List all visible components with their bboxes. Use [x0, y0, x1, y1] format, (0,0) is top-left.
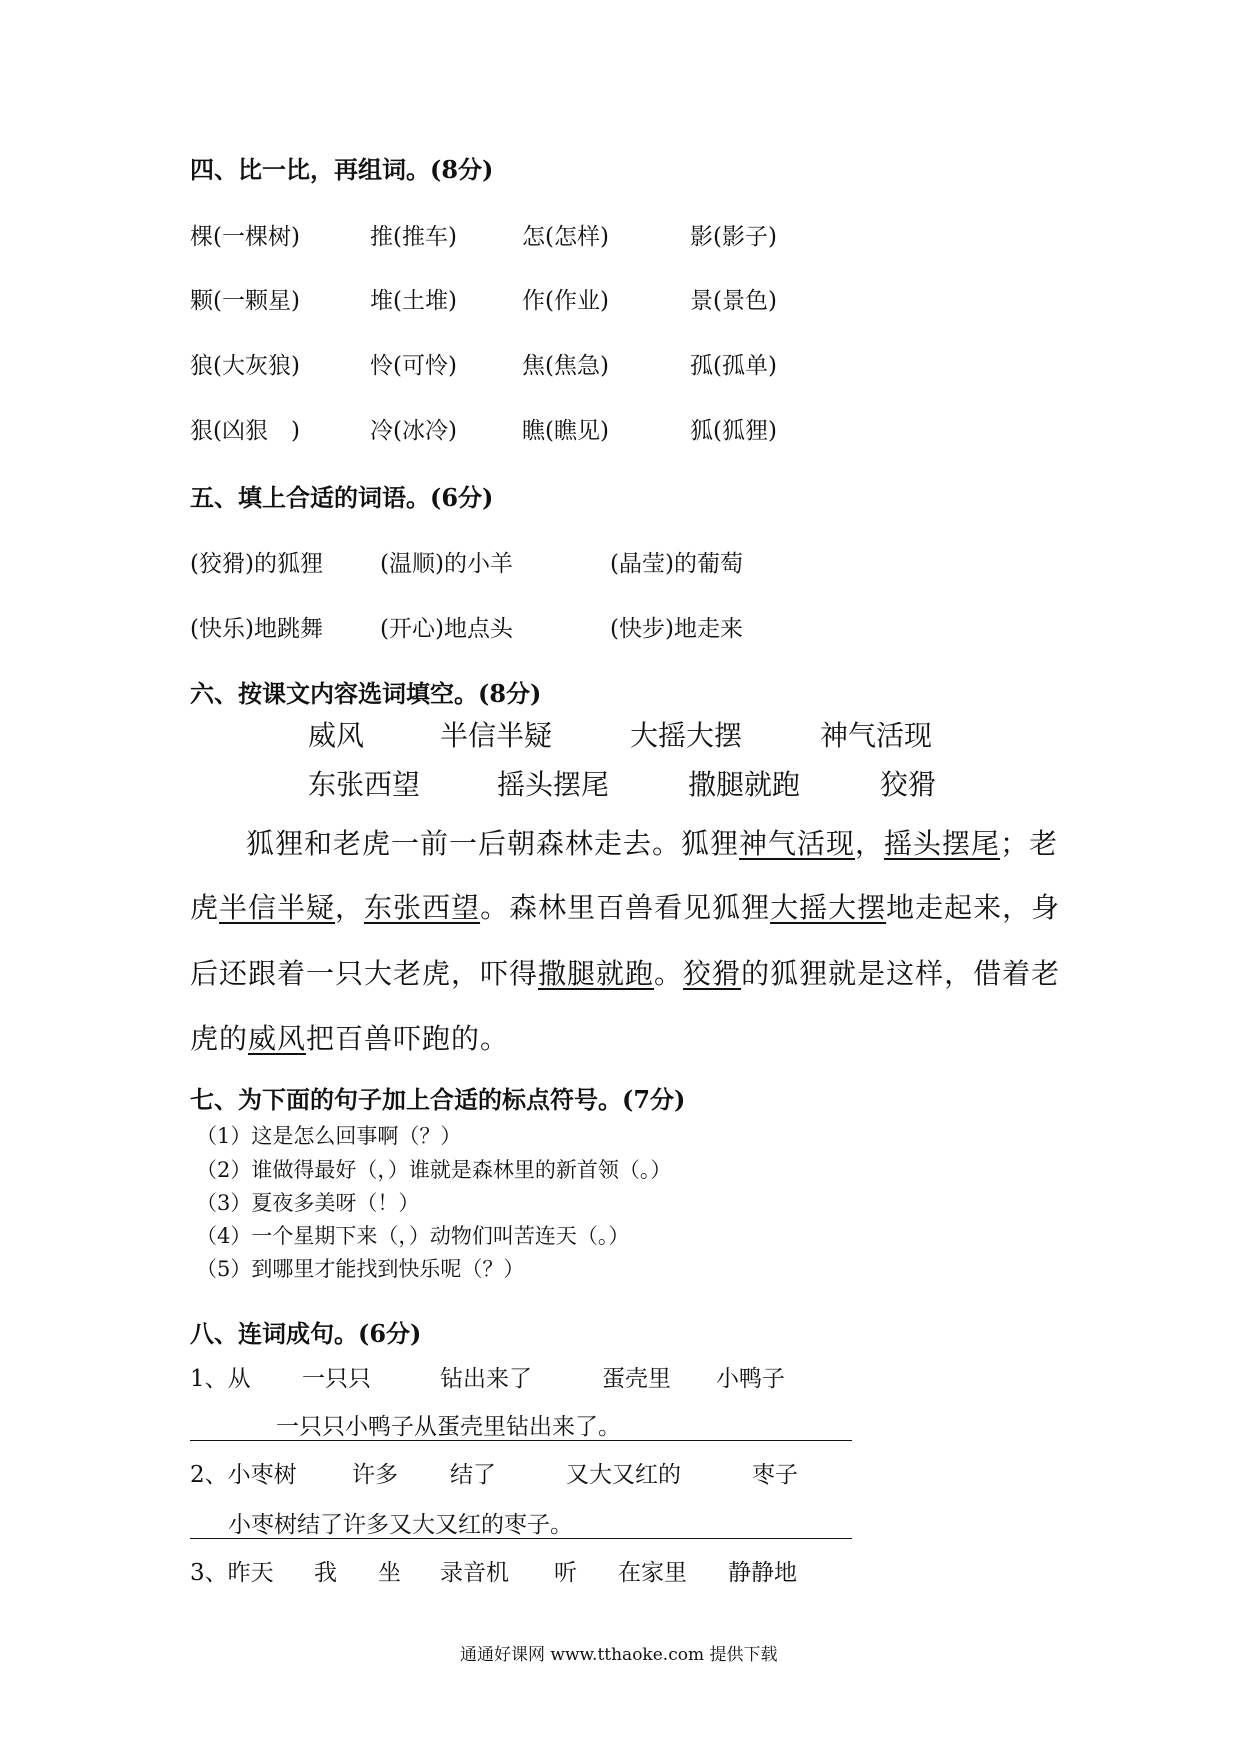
text: ；老 [1000, 827, 1059, 860]
word-cell: 推(推车) [370, 224, 457, 250]
text: 的狐狸就是这样，借着老 [741, 957, 1061, 990]
bank-word: 狡猾 [880, 768, 937, 801]
phrase-cell: (狡猾)的狐狸 [190, 551, 323, 577]
bank-word: 东张西望 [308, 768, 421, 801]
answer: 东张西望 [364, 891, 481, 924]
word-chip: 又大又红的 [566, 1462, 681, 1488]
answer: 撒腿就跑 [538, 957, 655, 990]
text: 把百兽吓跑的。 [306, 1022, 510, 1055]
word-cell: 怜(可怜) [370, 353, 457, 379]
bank-word: 神气活现 [820, 719, 933, 752]
text: 地走起来，身 [886, 891, 1061, 924]
phrase-cell: (快步)地走来 [610, 616, 743, 642]
word-chip: 许多 [352, 1462, 398, 1488]
word-chip: 一只只 [302, 1366, 371, 1392]
word-chip: 3、昨天 [190, 1560, 274, 1586]
word-cell: 狼(大灰狼) [190, 353, 300, 379]
phrase-cell: (快乐)地跳舞 [190, 616, 323, 642]
phrase-cell: (晶莹)的葡萄 [610, 551, 743, 577]
word-cell: 棵(一棵树) [190, 224, 300, 250]
word-chip: 听 [554, 1560, 577, 1586]
answer-1: 一只只小鸭子从蛋壳里钻出来了。 [276, 1414, 621, 1440]
word-cell: 作(作业) [522, 288, 609, 314]
paragraph-line [246, 822, 1058, 862]
word-cell: 狠(凶狠 ) [190, 418, 300, 444]
list-item: （1）这是怎么回事啊（？） [196, 1124, 462, 1148]
text: ， [335, 891, 365, 924]
section8-title: 八、连词成句。(6分) [190, 1319, 422, 1348]
answer-line [190, 1538, 852, 1539]
word-cell: 狐(狐狸) [690, 418, 777, 444]
word-chip: 静静地 [728, 1560, 797, 1586]
list-item: （4）一个星期下来（，）动物们叫苦连天（。） [196, 1224, 630, 1248]
text: 虎 [190, 891, 220, 924]
paragraph-line [190, 1017, 509, 1057]
word-cell: 影(影子) [690, 224, 777, 250]
word-cell: 焦(焦急) [522, 353, 609, 379]
paragraph-line [190, 886, 1060, 926]
bank-word: 摇头摆尾 [497, 768, 610, 801]
bank-word: 威风 [308, 719, 365, 752]
answer: 狡猾 [683, 957, 742, 990]
answer: 半信半疑 [219, 891, 336, 924]
word-cell: 怎(怎样) [522, 224, 609, 250]
word-chip: 1、从 [190, 1366, 251, 1392]
bank-word: 撒腿就跑 [688, 768, 801, 801]
word-cell: 冷(冰冷) [370, 418, 457, 444]
page-footer: 通通好课网 www.tthaoke.com 提供下载 [460, 1645, 778, 1665]
list-item: （2）谁做得最好（，）谁就是森林里的新首领（。） [196, 1158, 672, 1182]
bank-word: 半信半疑 [440, 719, 553, 752]
word-chip: 钻出来了 [440, 1366, 532, 1392]
bank-word: 大摇大摆 [630, 719, 743, 752]
word-chip: 枣子 [752, 1462, 798, 1488]
word-chip: 结了 [450, 1462, 496, 1488]
answer: 摇头摆尾 [884, 827, 1001, 860]
list-item: （3）夏夜多美呀（！） [196, 1191, 420, 1215]
word-chip: 坐 [378, 1560, 401, 1586]
text: 。 [654, 957, 684, 990]
word-chip: 小鸭子 [716, 1366, 785, 1392]
answer-line [190, 1440, 852, 1441]
section4-title: 四、比一比，再组词。(8分) [190, 155, 494, 184]
paragraph-line [190, 952, 1060, 992]
text: 狐狸和老虎一前一后朝森林走去。狐狸 [246, 827, 740, 860]
list-item: （5）到哪里才能找到快乐呢（？） [196, 1257, 525, 1281]
word-chip: 在家里 [618, 1560, 687, 1586]
word-cell: 颗(一颗星) [190, 288, 300, 314]
word-chip: 2、小枣树 [190, 1462, 297, 1488]
text: 。森林里百兽看见狐狸 [480, 891, 771, 924]
word-chip: 蛋壳里 [602, 1366, 671, 1392]
section5-title: 五、填上合适的词语。(6分) [190, 483, 494, 512]
phrase-cell: (温顺)的小羊 [380, 551, 513, 577]
section6-title: 六、按课文内容选词填空。(8分) [190, 679, 542, 708]
word-chip: 我 [314, 1560, 337, 1586]
word-cell: 孤(孤单) [690, 353, 777, 379]
answer: 威风 [248, 1022, 307, 1055]
phrase-cell: (开心)地点头 [380, 616, 513, 642]
text: 后还跟着一只大老虎，吓得 [190, 957, 539, 990]
word-chip: 录音机 [440, 1560, 509, 1586]
answer: 大摇大摆 [770, 891, 887, 924]
text: ， [855, 827, 885, 860]
word-cell: 景(景色) [690, 288, 777, 314]
answer-2: 小枣树结了许多又大又红的枣子。 [228, 1512, 573, 1538]
word-cell: 瞧(瞧见) [522, 418, 609, 444]
word-cell: 堆(土堆) [370, 288, 457, 314]
section7-title: 七、为下面的句子加上合适的标点符号。(7分) [190, 1085, 686, 1114]
text: 虎的 [190, 1022, 249, 1055]
answer: 神气活现 [739, 827, 856, 860]
